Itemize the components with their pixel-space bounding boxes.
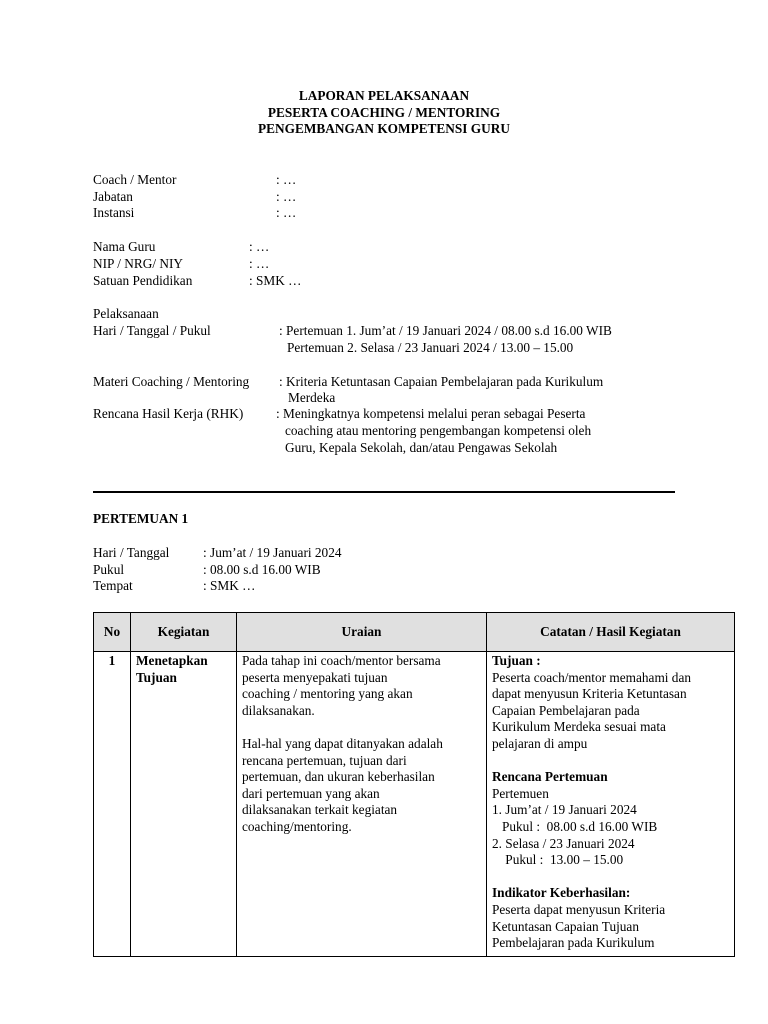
rhk-line-2: coaching atau mentoring pengembangan kompetensi oleh [285,423,592,438]
uraian-line: dilaksanakan. [242,702,315,718]
p1-pukul-label: Pukul [93,562,125,577]
instansi-label: Instansi [93,205,135,220]
jabatan-label: Jabatan [93,189,133,204]
indikator-line: Ketuntasan Capaian Tujuan [492,918,639,934]
report-title [0,88,768,138]
p1-hari-value: : Jum’at / 19 Januari 2024 [203,545,342,560]
tujuan-line: pelajaran di ampu [492,735,588,751]
p1-hari-label: Hari / Tanggal [93,545,170,560]
nama-guru-value: : … [249,239,270,254]
p1-tempat-value: : SMK … [203,578,256,593]
indikator-line: Pembelajaran pada Kurikulum [492,935,655,951]
materi-label: Materi Coaching / Mentoring [93,374,250,389]
indikator-heading: Indikator Keberhasilan: [492,885,631,901]
nama-guru-label: Nama Guru [93,239,156,254]
pelaksanaan-line-2: Pertemuan 2. Selasa / 23 Januari 2024 / 13.00 – 15.00 [287,340,574,355]
materi-line-1: : Kriteria Ketuntasan Capaian Pembelajaran pada Kurikulum [279,374,604,389]
uraian-line: coaching/mentoring. [242,818,352,834]
tujuan-line: Peserta coach/mentor memahami dan [492,669,692,685]
coach-label: Coach / Mentor [93,172,177,187]
header-catatan: Catatan / Hasil Kegiatan [487,613,735,652]
header-kegiatan: Kegiatan [131,613,237,652]
rhk-label: Rencana Hasil Kerja (RHK) [93,406,244,421]
satuan-label: Satuan Pendidikan [93,273,193,288]
tujuan-line: Capaian Pembelajaran pada [492,702,640,718]
rhk-line-3: Guru, Kepala Sekolah, dan/atau Pengawas Sekolah [285,440,558,455]
row-kegiatan-cell [131,652,237,957]
header-no: No [94,613,131,652]
row-uraian-cell [237,652,487,957]
rencana-line: Pertemuen [492,785,549,801]
uraian-line: pertemuan, dan ukuran keberhasilan [242,769,435,785]
materi-line-2: Merdeka [288,390,336,405]
jabatan-value: : … [276,189,297,204]
pelaksanaan-line-1: : Pertemuan 1. Jum’at / 19 Januari 2024 / 08.00 s.d 16.00 WIB [279,323,612,338]
activity-table [93,612,735,957]
row-catatan-cell [487,652,735,957]
p1-pukul-value: : 08.00 s.d 16.00 WIB [203,562,321,577]
tujuan-line: Kurikulum Merdeka sesuai mata [492,719,666,735]
uraian-line: dari pertemuan yang akan [242,785,380,801]
satuan-value: : SMK … [249,273,302,288]
rencana-line: 2. Selasa / 23 Januari 2024 [492,835,635,851]
hari-tanggal-pukul-label: Hari / Tanggal / Pukul [93,323,211,338]
section-divider [93,491,675,493]
rencana-line: Pukul : 13.00 – 15.00 [492,852,624,868]
row-no-cell: 1 [94,652,131,957]
p1-tempat-label: Tempat [93,578,133,593]
title-line-3: PENGEMBANGAN KOMPETENSI GURU [258,121,510,137]
rencana-line: Pukul : 08.00 s.d 16.00 WIB [492,818,658,834]
rencana-line: 1. Jum’at / 19 Januari 2024 [492,802,637,818]
table-header-row [94,613,735,652]
rhk-line-1: : Meningkatnya kompetensi melalui peran sebagai Peserta [276,406,586,421]
nip-label: NIP / NRG/ NIY [93,256,184,271]
uraian-line: Hal-hal yang dapat ditanyakan adalah [242,735,443,751]
uraian-line: dilaksanakan terkait kegiatan [242,802,398,818]
title-line-1: LAPORAN PELAKSANAAN [298,88,470,103]
table-row [94,652,735,957]
pertemuan-1-heading: PERTEMUAN 1 [93,511,189,526]
uraian-line: peserta menyepakati tujuan [242,669,388,685]
pelaksanaan-heading: Pelaksanaan [93,306,159,321]
rencana-heading: Rencana Pertemuan [492,769,608,785]
title-line-2: PESERTA COACHING / MENTORING [267,104,501,120]
header-uraian: Uraian [237,613,487,652]
coach-value: : … [276,172,297,187]
uraian-line: rencana pertemuan, tujuan dari [242,752,407,768]
tujuan-heading: Tujuan : [492,653,541,668]
uraian-line: Pada tahap ini coach/mentor bersama [242,653,441,668]
instansi-value: : … [276,205,297,220]
kegiatan-line: Menetapkan [136,653,208,668]
nip-value: : … [249,256,270,271]
uraian-line: coaching / mentoring yang akan [242,686,413,702]
kegiatan-line: Tujuan [136,669,177,685]
indikator-line: Peserta dapat menyusun Kriteria [492,901,666,917]
tujuan-line: dapat menyusun Kriteria Ketuntasan [492,686,687,702]
